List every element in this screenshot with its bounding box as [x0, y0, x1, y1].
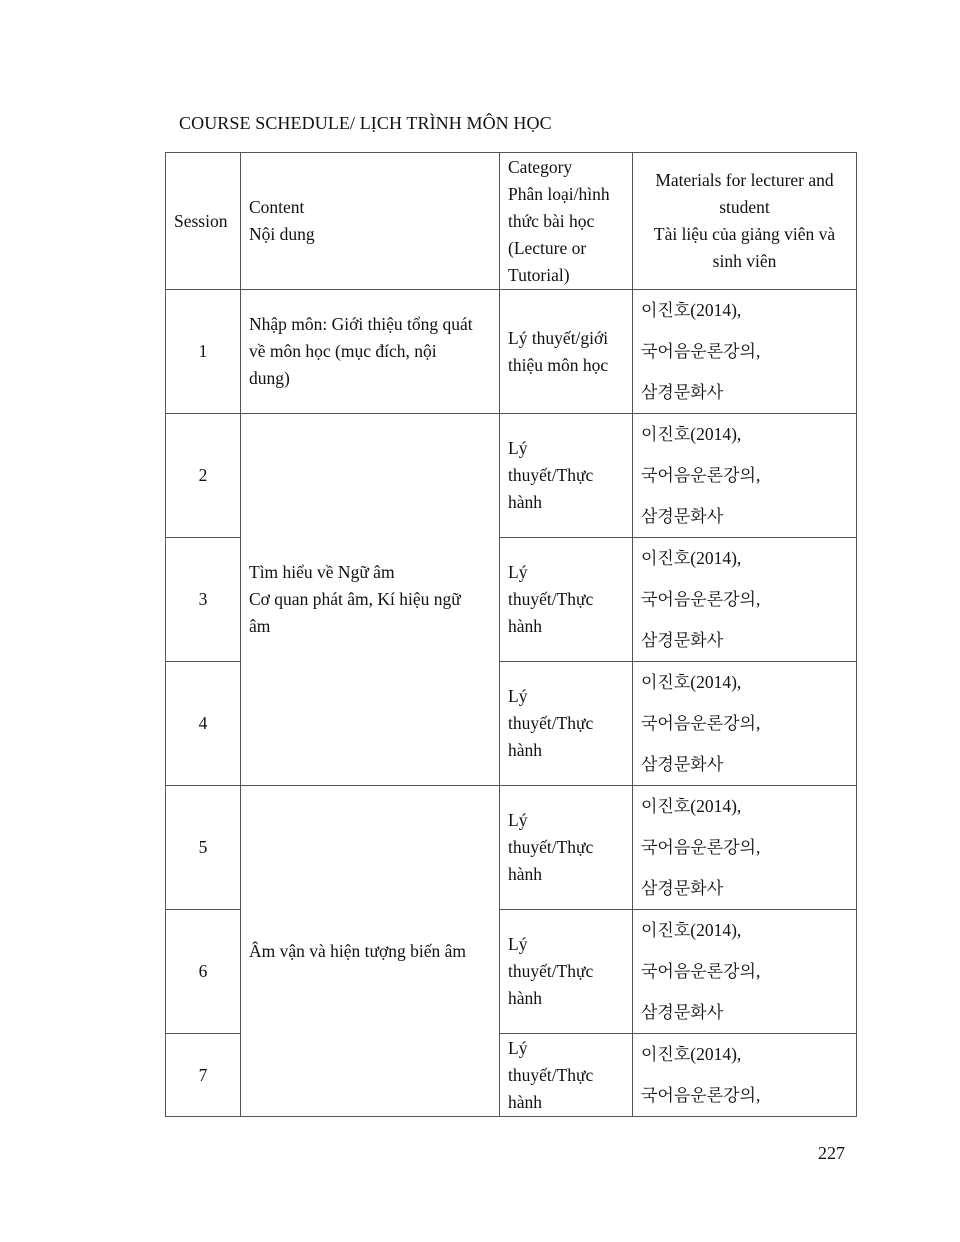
materials-publisher: 삼경문화사: [641, 383, 724, 403]
category-line: Lý: [508, 438, 528, 458]
category-line: Lý: [508, 1037, 528, 1058]
session-number: 2: [166, 414, 241, 538]
materials-author: 이진호: [641, 1045, 691, 1065]
materials-title: 국어음운론강의: [641, 590, 756, 610]
materials-year: (2014),: [690, 424, 742, 444]
category-line: thuyết/Thực: [508, 1064, 594, 1085]
content-line: về môn học (mục đích, nội: [249, 341, 437, 361]
header-content-en: Content: [249, 197, 305, 217]
materials-author: 이진호: [641, 549, 691, 569]
category-line: thuyết/Thực: [508, 961, 594, 981]
materials-author: 이진호: [641, 673, 691, 693]
session-number: 6: [166, 910, 241, 1034]
materials-publisher: 삼경문화사: [641, 879, 724, 899]
content-line: Nhập môn: Giới thiệu tổng quát: [249, 314, 473, 334]
header-category-line: Category: [508, 156, 573, 177]
table-header-row: [166, 153, 857, 290]
header-session: Session: [166, 153, 241, 290]
materials-cell: [633, 538, 857, 662]
materials-year: (2014),: [690, 300, 742, 320]
materials-cell: [633, 786, 857, 910]
category-line: thuyết/Thực: [508, 837, 594, 857]
content-cell: [241, 290, 500, 414]
materials-title: 국어음운론강의: [641, 838, 756, 858]
category-line: thuyết/Thực: [508, 465, 594, 485]
materials-title: 국어음운론강의: [641, 714, 756, 734]
header-materials-line: sinh viên: [712, 251, 777, 271]
session-number: 7: [166, 1034, 241, 1117]
category-line: hành: [508, 988, 543, 1008]
category-line: Lý: [508, 686, 528, 706]
materials-year: (2014),: [690, 1044, 742, 1064]
materials-publisher: 삼경문화사: [641, 631, 724, 651]
materials-cell: [633, 414, 857, 538]
materials-cell: [633, 1034, 857, 1117]
category-line: hành: [508, 1091, 543, 1112]
materials-publisher: 삼경문화사: [641, 1003, 724, 1023]
content-cell-merged: [241, 786, 500, 1117]
header-category: [500, 153, 633, 290]
category-line: hành: [508, 492, 543, 512]
category-cell: [500, 910, 633, 1034]
content-line: dung): [249, 368, 290, 388]
materials-comma: ,: [755, 961, 761, 981]
category-line: hành: [508, 864, 543, 884]
materials-author: 이진호: [641, 797, 691, 817]
content-line: Cơ quan phát âm, Kí hiệu ngữ: [249, 589, 461, 609]
header-materials-line: student: [719, 197, 770, 217]
category-line: hành: [508, 616, 543, 636]
materials-cell: [633, 910, 857, 1034]
category-cell: [500, 290, 633, 414]
header-materials-line: Materials for lecturer and: [655, 170, 834, 190]
materials-author: 이진호: [641, 921, 691, 941]
session-number: 1: [166, 290, 241, 414]
materials-comma: ,: [755, 465, 761, 485]
table-row: [166, 786, 857, 910]
content-cell-merged: [241, 414, 500, 786]
table-row: [166, 414, 857, 538]
content-line: Tìm hiểu về Ngữ âm: [249, 562, 395, 582]
category-cell: [500, 662, 633, 786]
materials-publisher: 삼경문화사: [641, 755, 724, 775]
category-cell: [500, 786, 633, 910]
header-category-line: thức bài học: [508, 210, 595, 231]
materials-year: (2014),: [690, 796, 742, 816]
materials-comma: ,: [755, 837, 761, 857]
materials-comma: ,: [755, 341, 761, 361]
materials-comma: ,: [755, 713, 761, 733]
category-line: Lý: [508, 934, 528, 954]
materials-year: (2014),: [690, 672, 742, 692]
materials-cell: [633, 290, 857, 414]
session-number: 3: [166, 538, 241, 662]
page-number: 227: [818, 1143, 845, 1163]
materials-publisher: 삼경문화사: [641, 507, 724, 527]
category-cell: [500, 1034, 633, 1117]
header-category-line: (Lecture or: [508, 237, 587, 258]
materials-title: 국어음운론강의: [641, 342, 756, 362]
category-line: Lý: [508, 562, 528, 582]
session-number: 4: [166, 662, 241, 786]
course-schedule-table: [165, 152, 857, 1117]
category-line: thuyết/Thực: [508, 589, 594, 609]
table-row: [166, 290, 857, 414]
category-cell: [500, 538, 633, 662]
content-line: Âm vận và hiện tượng biến âm: [249, 940, 467, 961]
materials-comma: ,: [755, 589, 761, 609]
materials-title: 국어음운론강의: [641, 1086, 756, 1106]
header-category-line: Tutorial): [508, 264, 570, 285]
page-title: COURSE SCHEDULE/ LỊCH TRÌNH MÔN HỌC: [179, 113, 552, 133]
session-number: 5: [166, 786, 241, 910]
category-line: thiệu môn học: [508, 354, 609, 375]
category-line: Lý thuyết/giới: [508, 327, 609, 348]
header-content: [241, 153, 500, 290]
header-content-vi: Nội dung: [249, 224, 315, 244]
header-materials: [633, 153, 857, 290]
category-line: Lý: [508, 810, 528, 830]
materials-author: 이진호: [641, 425, 691, 445]
category-line: thuyết/Thực: [508, 713, 594, 733]
materials-author: 이진호: [641, 301, 691, 321]
materials-year: (2014),: [690, 920, 742, 940]
materials-year: (2014),: [690, 548, 742, 568]
header-category-line: Phân loại/hình: [508, 183, 610, 204]
category-cell: [500, 414, 633, 538]
materials-comma: ,: [755, 1085, 761, 1105]
materials-cell: [633, 662, 857, 786]
header-materials-line: Tài liệu của giảng viên và: [653, 224, 836, 244]
content-line: âm: [249, 616, 271, 636]
materials-title: 국어음운론강의: [641, 962, 756, 982]
materials-title: 국어음운론강의: [641, 466, 756, 486]
category-line: hành: [508, 740, 543, 760]
